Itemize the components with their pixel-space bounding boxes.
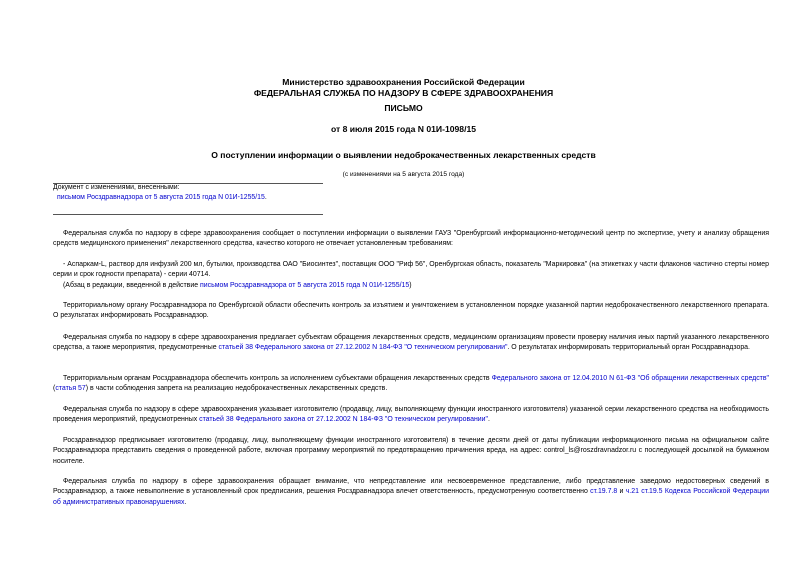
amendments-note [53, 183, 323, 203]
law-184-link-2[interactable]: статьей 38 Федерального закона от 27.12.2002 N 184-ФЗ "О техническом регулировании" [199, 416, 488, 424]
paragraph-4 [53, 333, 769, 354]
paragraph-7: Росздравнадзор предписывает изготовителю (продавцу, лицу, выполняющему функции иностранного изготовителя) в течение десяти дней от даты публикации информационного письма на официальном сайте Росздравнадзора представить сведения о проведенной работе, включая программу мероприятий по предотвращению причинения вреда, на адрес: control_ls@roszdravnadzor.ru с последующей досылкой на бумажном носителе. [53, 437, 769, 465]
paragraph-1: Федеральная служба по надзору в сфере здравоохранения сообщает о поступлении информации о выявлении ГАУЗ "Оренбургский информационно-методический центр по экспертизе, учету и анализу обращения средств медицинского применения" лекарственного средства, качество которого не отвечает установленным требованиям: [53, 230, 769, 248]
note-line: Документ с изменениями, внесенными: [53, 184, 180, 191]
koap-19-5-link[interactable]: ч.21 ст.19.5 Кодекса Российской Федерации об административных правонарушениях [53, 488, 769, 506]
changes-note: (с изменениями на 5 августа 2015 года) [342, 171, 465, 178]
koap-19-7-8-link[interactable]: ст.19.7.8 [590, 488, 618, 496]
paragraph-6 [53, 405, 769, 426]
p6-post: . [488, 416, 490, 424]
document-title: О поступлении информации о выявлении недоброкачественных лекарственных средств [211, 150, 596, 160]
p4-post: . О результатах информировать территориальный орган Росздравнадзора. [507, 344, 750, 352]
edit-letter-link[interactable]: письмом Росздравнадзора от 5 августа 2015 года N 01И-1255/15 [200, 282, 410, 289]
edit-post: ) [409, 282, 412, 289]
p8-mid: и [617, 488, 626, 496]
doc-type-heading: ПИСЬМО [384, 103, 423, 113]
date-number-heading: от 8 июля 2015 года N 01И-1098/15 [330, 124, 477, 134]
p4-pre: Федеральная служба по надзору в сфере здравоохранения предлагает субъектам обращения лекарственных средств, медицинским организациям провести проверку наличия иных партий указанного лекарственного средства, а также мероприятия, предусмотренные [53, 334, 769, 352]
note-bottom-rule [53, 214, 323, 215]
note-after: . [264, 194, 267, 201]
p8-post: . [184, 498, 187, 506]
article-57-link[interactable]: статья 57 [55, 385, 86, 393]
note-link-line [53, 193, 323, 203]
p6-pre: Федеральная служба по надзору в сфере здравоохранения указывает изготовителю (продавцу, лицу, выполняющему функции иностранного изготовителя) указанной серии лекарственного средства на необходимость проведения мероприятий, предусмотренных [53, 406, 769, 424]
ministry-heading: Министерство здравоохранения Российской Федерации [282, 77, 525, 87]
law-61-link[interactable]: Федерального закона от 12.04.2010 N 61-ФЗ "Об обращении лекарственных средств" [491, 375, 769, 382]
edit-pre: (Абзац в редакции, введенной в действие [63, 282, 201, 289]
law-184-link[interactable]: статьей 38 Федерального закона от 27.12.2002 N 184-ФЗ "О техническом регулировании" [218, 344, 508, 352]
paragraph-2: - Аспаркам-L, раствор для инфузий 200 мл, бутылки, производства ОАО "Биосинтез", поставщик ООО "Риф 56", Оренбургская область, показатель "Маркировка" (на этикетках у части флаконов частично стерты номер серии и срок годности препарата) - серии 40714. [53, 261, 769, 279]
amendment-letter-link[interactable]: письмом Росздравнадзора от 5 августа 2015 года N 01И-1255/15 [57, 194, 265, 201]
p5-mid: ( [53, 385, 56, 393]
p5-post: ) в части соблюдения запрета на реализацию недоброкачественных лекарственных средств. [85, 385, 388, 393]
p8-pre: Федеральная служба по надзору в сфере здравоохранения обращает внимание, что непредставление или несвоевременное представление, либо представление заведомо недостоверных сведений в Росздравнадзор, а также невыполнение в установленный срок предписания, решения Росздравнадзора влечет ответственность, предусмотренную соответственно [53, 478, 769, 496]
p5-pre: Территориальным органам Росздравнадзора обеспечить контроль за исполнением субъектами обращения лекарственных средств [63, 375, 492, 382]
paragraph-8 [53, 477, 769, 508]
service-heading: ФЕДЕРАЛЬНАЯ СЛУЖБА ПО НАДЗОРУ В СФЕРЕ ЗДРАВООХРАНЕНИЯ [253, 88, 554, 98]
paragraph-5 [53, 374, 769, 395]
paragraph-2-edit [53, 281, 779, 291]
paragraph-3: Территориальному органу Росздравнадзора по Оренбургской области обеспечить контроль за изъятием и уничтожением в установленном порядке указанной партии недоброкачественного лекарственного препарата. О результатах информировать Росздравнадзор. [53, 302, 769, 320]
